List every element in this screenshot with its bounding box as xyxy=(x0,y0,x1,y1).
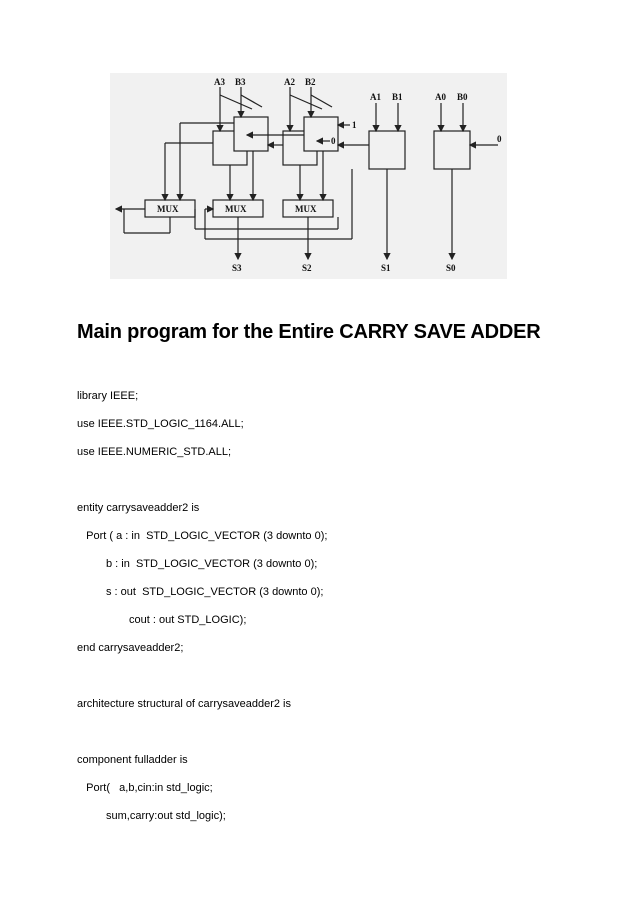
code-line: cout : out STD_LOGIC); xyxy=(129,614,247,626)
carry-select-adder-diagram xyxy=(110,73,507,279)
input-label: A2 xyxy=(284,77,295,87)
output-label: S0 xyxy=(446,263,456,273)
input-label: A1 xyxy=(370,92,381,102)
carry-in-label: 0 xyxy=(497,134,502,144)
carry-in-label: 1 xyxy=(352,120,357,130)
output-label: S2 xyxy=(302,263,312,273)
code-line: library IEEE; xyxy=(77,390,139,402)
input-label: A0 xyxy=(435,92,446,102)
code-line: architecture structural of carrysaveadder2 is xyxy=(77,698,291,710)
code-line: Port ( a : in STD_LOGIC_VECTOR (3 downto 0); xyxy=(77,530,328,542)
mux-label: MUX xyxy=(295,204,317,214)
input-label: B2 xyxy=(305,77,316,87)
output-label: S1 xyxy=(381,263,391,273)
code-line: Port( a,b,cin:in std_logic; xyxy=(77,782,213,794)
adder-block xyxy=(434,131,470,169)
code-line: end carrysaveadder2; xyxy=(77,642,184,654)
code-line: sum,carry:out std_logic); xyxy=(106,810,226,822)
code-line: component fulladder is xyxy=(77,754,188,766)
input-label: B0 xyxy=(457,92,468,102)
code-line: use IEEE.NUMERIC_STD.ALL; xyxy=(77,446,232,458)
mux-label: MUX xyxy=(225,204,247,214)
code-line: s : out STD_LOGIC_VECTOR (3 downto 0); xyxy=(106,586,324,598)
input-label: B1 xyxy=(392,92,403,102)
mux-label: MUX xyxy=(157,204,179,214)
output-label: S3 xyxy=(232,263,242,273)
input-label: B3 xyxy=(235,77,246,87)
code-line: use IEEE.STD_LOGIC_1164.ALL; xyxy=(77,418,244,430)
carry-in-label: 0 xyxy=(331,136,336,146)
section-heading: Main program for the Entire CARRY SAVE ADDER xyxy=(77,321,541,343)
code-line: b : in STD_LOGIC_VECTOR (3 downto 0); xyxy=(106,558,318,570)
code-line: entity carrysaveadder2 is xyxy=(77,502,200,514)
input-label: A3 xyxy=(214,77,225,87)
adder-block xyxy=(234,117,268,151)
adder-block xyxy=(369,131,405,169)
